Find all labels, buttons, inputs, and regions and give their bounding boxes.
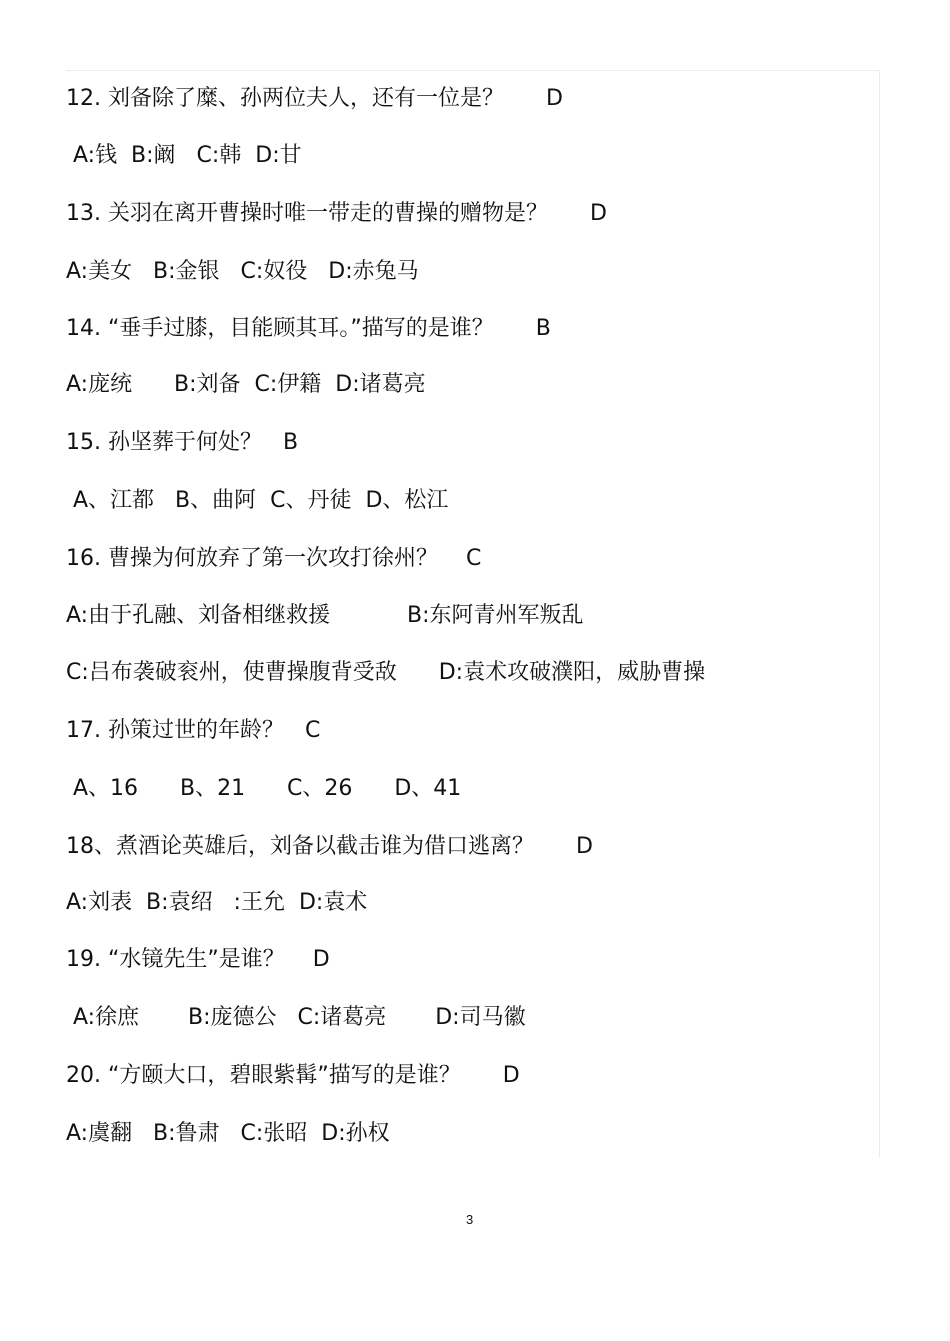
options-12: A:钱 B:阚 C:韩 D:甘 <box>66 143 302 168</box>
options-19: A:徐庶 B:庞德公 C:诸葛亮 D:司马徽 <box>66 1005 526 1030</box>
page-number: 3 <box>466 1212 474 1227</box>
question-16: 16. 曹操为何放弃了第一次攻打徐州？ C <box>66 546 482 571</box>
question-14: 14. “垂手过膝，目能顾其耳。”描写的是谁？ B <box>66 316 551 341</box>
options-16-b: C:吕布袭破衮州，使曹操腹背受敌 D:袁术攻破濮阳，威胁曹操 <box>66 660 706 685</box>
question-13: 13. 关羽在离开曹操时唯一带走的曹操的赠物是？ D <box>66 201 607 226</box>
question-20: 20. “方颐大口，碧眼紫髯”描写的是谁？ D <box>66 1063 520 1088</box>
question-12: 12. 刘备除了糜、孙两位夫人，还有一位是？ D <box>66 86 563 111</box>
question-18: 18、煮酒论英雄后，刘备以截击谁为借口逃离？ D <box>66 834 593 859</box>
question-19: 19. “水镜先生”是谁？ D <box>66 947 330 972</box>
options-13: A:美女 B:金银 C:奴役 D:赤兔马 <box>66 259 419 284</box>
question-15: 15. 孙坚葬于何处？ B <box>66 430 299 455</box>
options-18: A:刘表 B:袁绍 :王允 D:袁术 <box>66 890 368 915</box>
options-15: A、江都 B、曲阿 C、丹徒 D、松江 <box>66 488 449 513</box>
options-17: A、16 B、21 C、26 D、41 <box>66 776 462 801</box>
options-14: A:庞统 B:刘备 C:伊籍 D:诸葛亮 <box>66 372 426 397</box>
question-17: 17. 孙策过世的年龄？ C <box>66 718 321 743</box>
options-20: A:虞翻 B:鲁肃 C:张昭 D:孙权 <box>66 1121 390 1146</box>
options-16-a: A:由于孔融、刘备相继救援 B:东阿青州军叛乱 <box>66 603 584 628</box>
